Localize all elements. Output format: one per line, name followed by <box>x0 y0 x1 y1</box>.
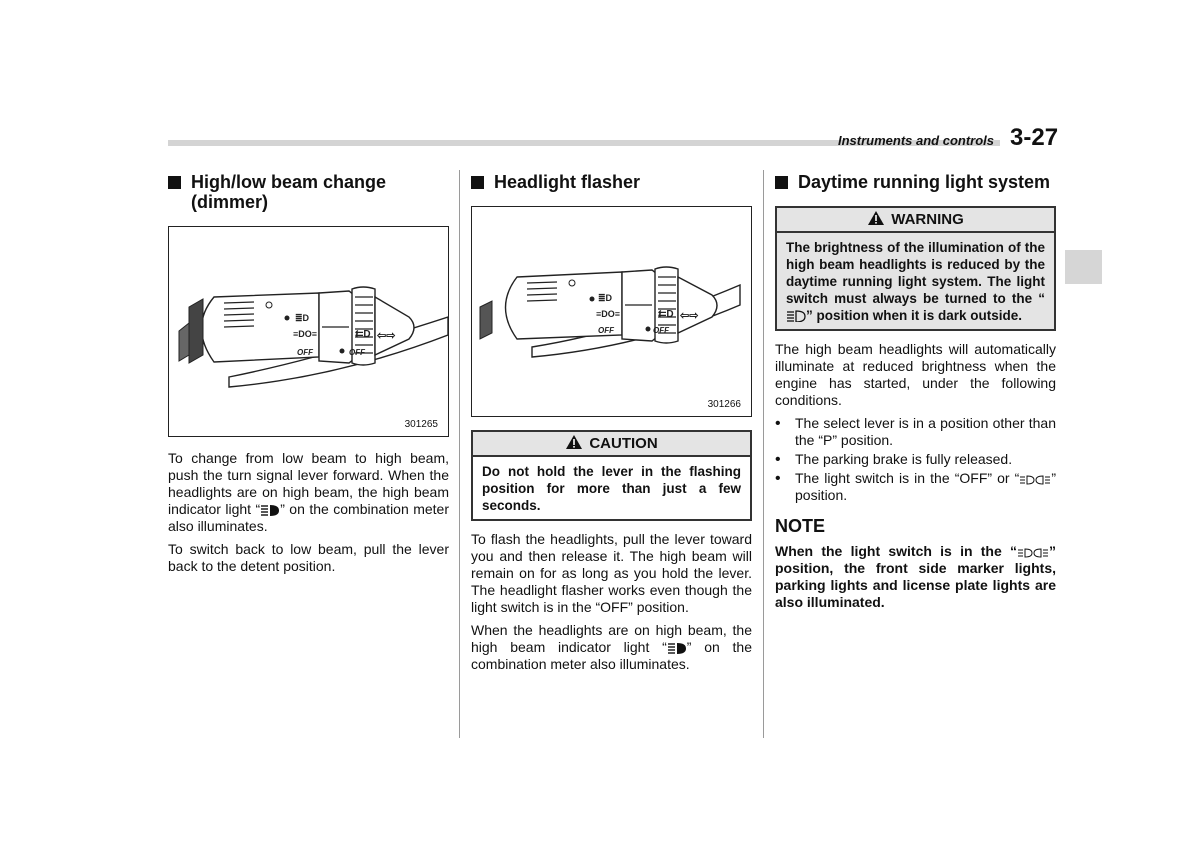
column-divider <box>763 170 764 738</box>
section-bullet-icon <box>168 176 181 189</box>
caution-body: Do not hold the lever in the flashing position for more than just a few seconds. <box>471 457 752 521</box>
page-number: 3-27 <box>1010 124 1059 151</box>
warning-body-start: The brightness of the illumination of the high beam headlights is reduced by the daytime running light system. The light switch must always be turned to the “ <box>786 240 1045 306</box>
flasher-figure <box>471 206 752 417</box>
condition-text: The parking brake is fully released. <box>795 451 1013 467</box>
section-bullet-icon <box>775 176 788 189</box>
flasher-para2-start: When the headlights are on high beam, the high beam indicator light “ <box>471 622 752 655</box>
off-label: OFF <box>598 326 614 335</box>
svg-text:≣D: ≣D <box>295 313 310 323</box>
drl-heading <box>775 172 1056 192</box>
drl-heading-text: Daytime running light system <box>798 172 1051 192</box>
condition-text <box>795 470 1056 504</box>
drl-paragraph-1: The high beam headlights will automatically illuminate at reduced brightness when the engine has started, under the following conditions. <box>775 341 1056 408</box>
condition-text-end: ” position. <box>795 470 1056 503</box>
column-divider <box>459 170 460 738</box>
dimmer-para1-end: ” on the combination meter also illuminates. <box>168 501 449 534</box>
dimmer-column <box>168 172 449 581</box>
warning-title: WARNING <box>891 211 964 228</box>
dimmer-paragraph-2: To switch back to low beam, pull the lever back to the detent position. <box>168 541 449 574</box>
svg-text:≡DO≡: ≡DO≡ <box>293 329 318 339</box>
warning-header <box>775 206 1056 233</box>
bullet-dot: • <box>775 451 781 468</box>
figure-number: 301266 <box>707 399 741 410</box>
dimmer-para1-start: To change from low beam to high beam, push the turn signal lever forward. When the headlights are on high beam, the high beam indicator light “ <box>168 450 449 517</box>
note-body-end: ” position, the front side marker lights, parking lights and license plate lights are also illuminated. <box>775 543 1056 610</box>
section-bullet-icon <box>471 176 484 189</box>
note-body <box>775 543 1056 611</box>
off-label: OFF <box>349 348 365 357</box>
high-beam-indicator-icon <box>667 642 687 654</box>
flasher-paragraph-2 <box>471 622 752 673</box>
note-body-start: When the light switch is in the “ <box>775 543 1017 559</box>
svg-text:≡DO≡: ≡DO≡ <box>596 309 621 319</box>
section-title: Instruments and controls <box>838 133 995 148</box>
caution-header <box>471 430 752 457</box>
flasher-para2-end: ” on the combination meter also illuminates. <box>471 639 752 672</box>
caution-title: CAUTION <box>589 435 658 452</box>
headlight-icon <box>786 310 806 322</box>
warning-triangle-icon <box>867 210 885 226</box>
lever-pull-illustration <box>472 207 751 416</box>
drl-column <box>775 172 1056 611</box>
condition-text-start: The light switch is in the “OFF” or “ <box>795 470 1020 486</box>
svg-text:⇇D: ⇇D <box>658 309 674 320</box>
dimmer-heading-text: High/low beam change (dimmer) <box>191 172 387 212</box>
off-label: OFF <box>653 326 669 335</box>
lever-push-illustration <box>169 227 448 436</box>
svg-text:⇦⇨: ⇦⇨ <box>377 330 396 342</box>
dimmer-paragraph-1 <box>168 450 449 535</box>
condition-item <box>775 451 1056 470</box>
flasher-heading-text: Headlight flasher <box>494 172 641 192</box>
dimmer-figure <box>168 226 449 437</box>
flasher-paragraph-1: To flash the headlights, pull the lever toward you and then release it. The high beam will remain on for as long as you hold the lever. The headlight flasher works even though the light switch is in the “OFF” position. <box>471 531 752 615</box>
off-label: OFF <box>297 348 313 357</box>
caution-triangle-icon <box>565 434 583 450</box>
bullet-dot: • <box>775 470 781 487</box>
dimmer-heading <box>168 172 449 212</box>
svg-text:⇇D: ⇇D <box>355 329 371 340</box>
flasher-heading <box>471 172 752 192</box>
bullet-dot: • <box>775 415 781 432</box>
svg-text:⇦⇨: ⇦⇨ <box>680 310 699 322</box>
warning-body-end: ” position when it is dark outside. <box>806 308 1023 323</box>
high-beam-indicator-icon <box>260 504 280 516</box>
note-title: NOTE <box>775 516 826 536</box>
condition-text: The select lever is in a position other than the “P” position. <box>795 415 1056 448</box>
side-marker-icon <box>1019 475 1051 485</box>
chapter-tab <box>1065 250 1102 284</box>
warning-body <box>775 233 1056 331</box>
flasher-column <box>471 172 752 679</box>
condition-item <box>775 470 1056 506</box>
svg-text:≣D: ≣D <box>598 293 613 303</box>
figure-number: 301265 <box>404 419 438 430</box>
side-marker-icon <box>1017 548 1049 558</box>
condition-item <box>775 415 1056 451</box>
